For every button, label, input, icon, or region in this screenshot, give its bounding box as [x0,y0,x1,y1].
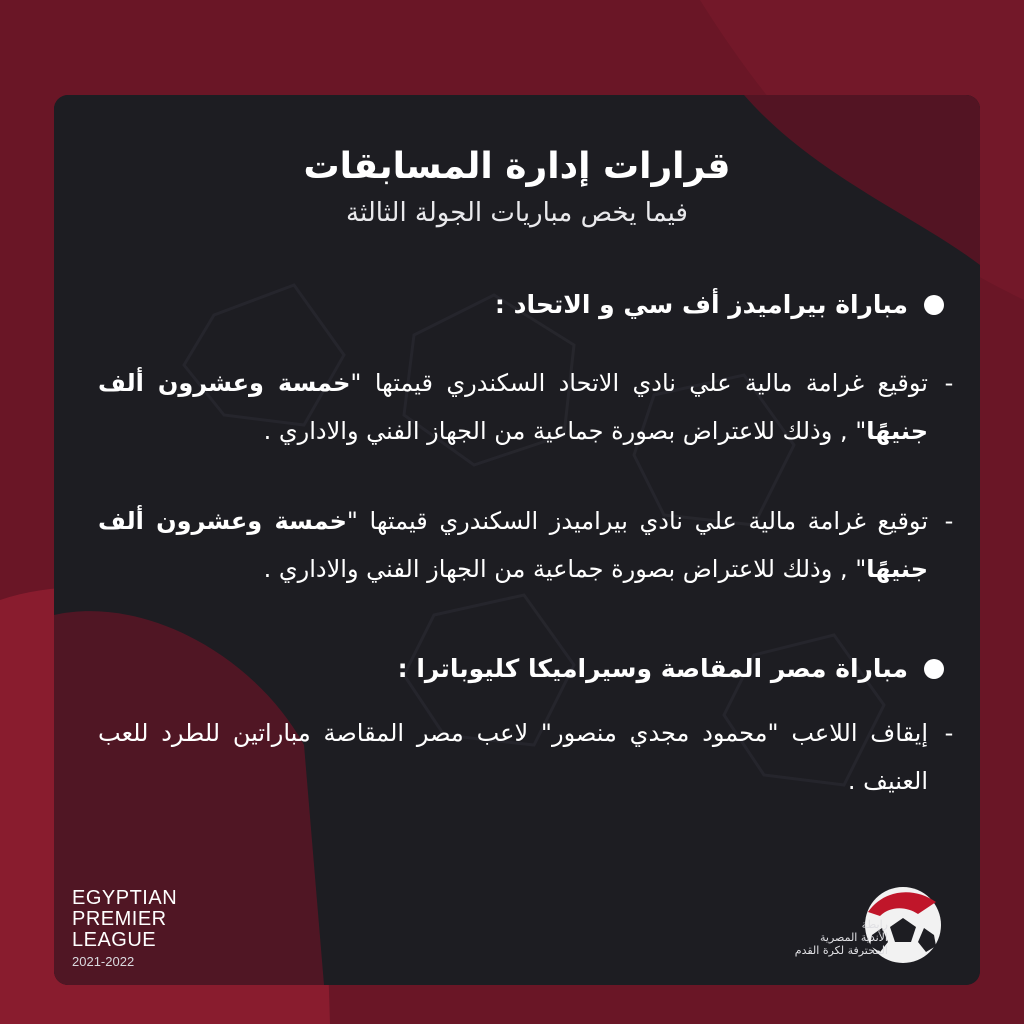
section-heading-pyramids-ittihad [94,287,944,323]
decision-item [98,497,956,593]
league-logo-line: الأندية المصرية [820,931,888,944]
section-heading-text: مباراة مصر المقاصة وسيراميكا كليوباترا : [397,654,908,683]
section-heading-masr-ceramica [94,651,944,687]
bullet-dot-icon [924,659,944,679]
dash-bullet-icon: - [944,719,954,747]
section-heading-text: مباراة بيراميدز أف سي و الاتحاد : [494,290,908,319]
epl-logo-line: EGYPTIAN [72,887,178,909]
dash-bullet-icon: - [944,369,954,397]
league-logo [758,880,958,970]
decision-text: توقيع غرامة مالية علي نادي بيراميدز السكندري قيمتها "خمسة وعشرون ألف جنيهًا" , وذلك للاعتراض بصورة جماعية من الجهاز الفني والاداري . [98,507,928,583]
page-title: قرارات إدارة المسابقات [303,146,731,187]
page-subtitle: فيما يخص مباريات الجولة الثالثة [346,198,688,228]
epl-logo [72,888,177,971]
epl-season: 2021-2022 [72,954,135,969]
decision-text: إيقاف اللاعب "محمود مجدي منصور" لاعب مصر المقاصة مباراتين للطرد للعب العنيف . [98,719,928,795]
decision-item [98,359,956,455]
decision-item [98,709,956,805]
league-logo-line: رابطة [861,918,888,931]
content-card [54,95,980,985]
league-logo-line: المحترفة لكرة القدم [794,944,888,957]
league-logo-text [795,918,888,957]
epl-logo-line: PREMIER [72,908,167,930]
decision-text: توقيع غرامة مالية علي نادي الاتحاد السكندري قيمتها "خمسة وعشرون ألف جنيهًا" , وذلك للاعتراض بصورة جماعية من الجهاز الفني والاداري . [98,369,928,445]
bullet-dot-icon [924,295,944,315]
post-content [54,95,980,985]
epl-logo-line: LEAGUE [72,929,157,951]
dash-bullet-icon: - [944,507,954,535]
